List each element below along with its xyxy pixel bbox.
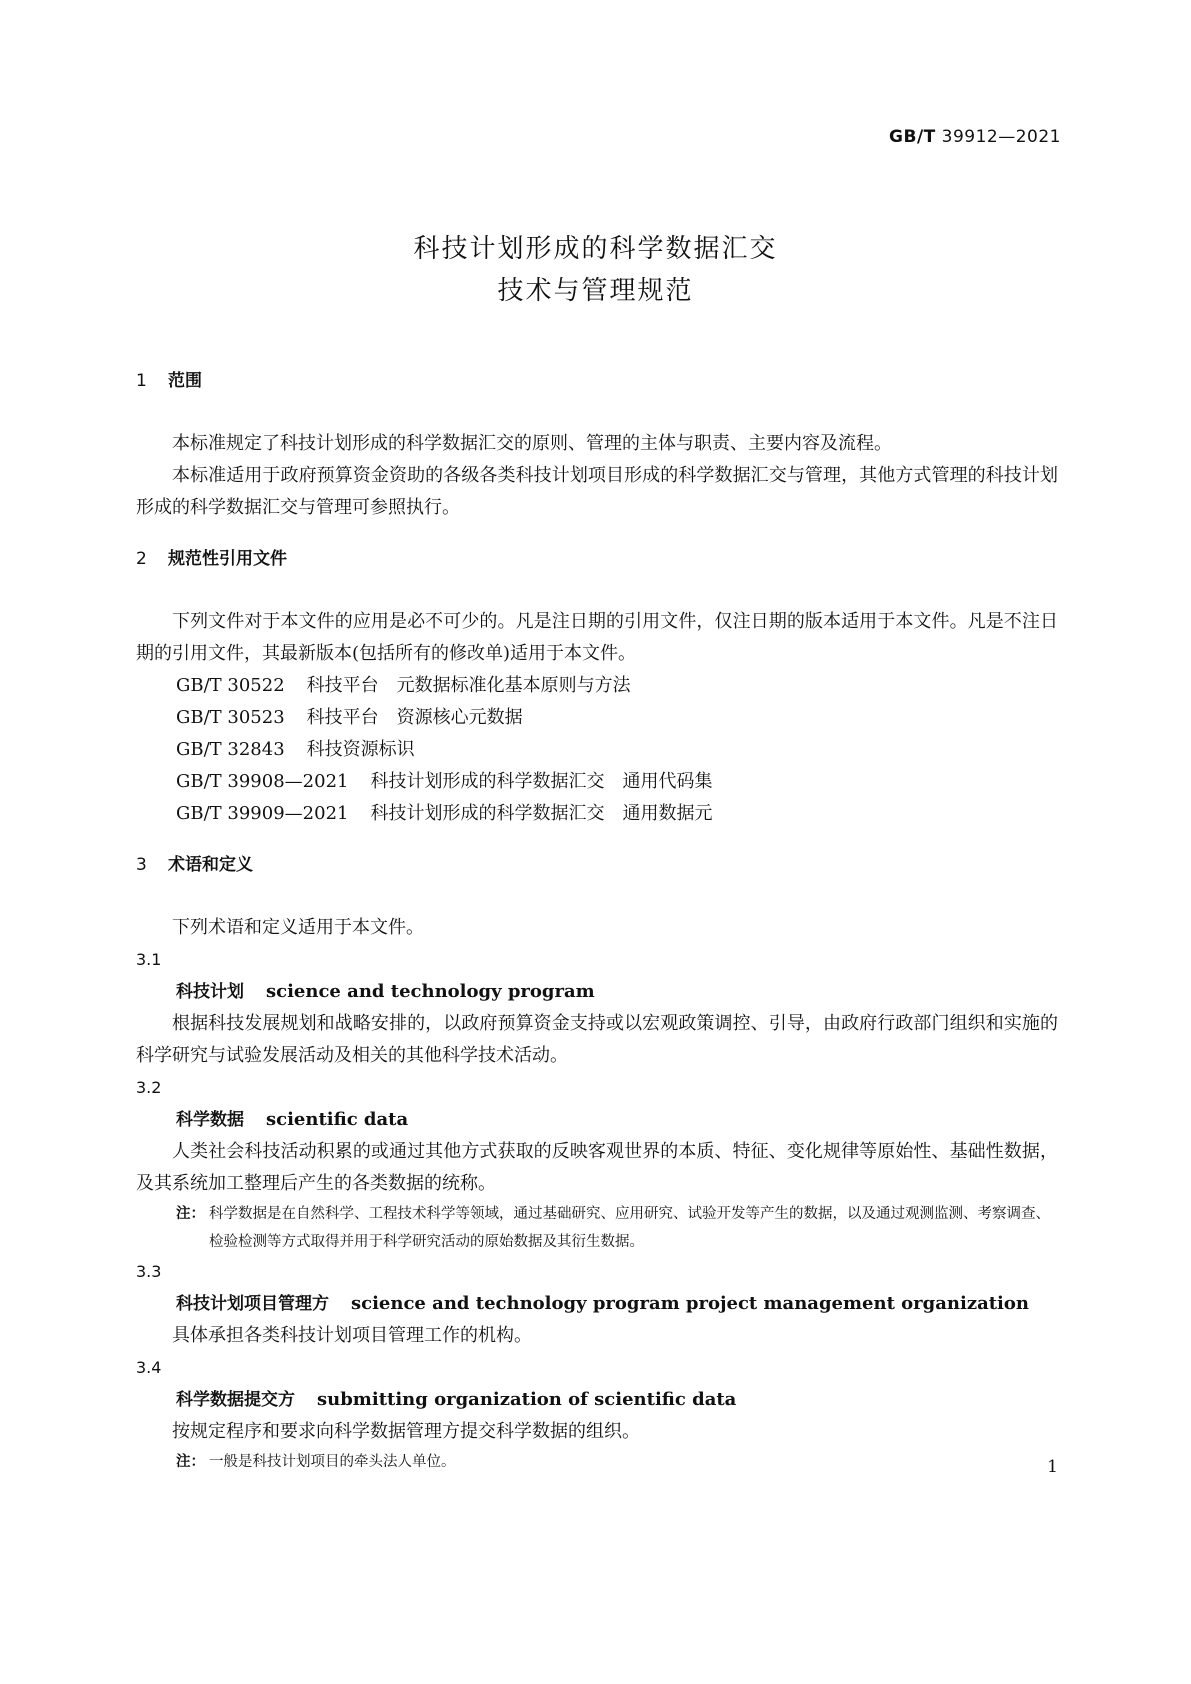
term-chinese: 科技计划 xyxy=(176,982,244,1002)
title-line-1: 科技计划形成的科学数据汇交 xyxy=(413,234,778,264)
term-english: submitting organization of scientific data xyxy=(317,1389,737,1410)
reference-item xyxy=(136,670,1058,702)
term-number: 3.3 xyxy=(136,1262,162,1281)
page-number: 1 xyxy=(1047,1457,1058,1477)
term-title xyxy=(136,1104,1058,1136)
note-label: 注： xyxy=(176,1454,205,1470)
term-definition: 具体承担各类科技计划项目管理工作的机构。 xyxy=(172,1325,532,1346)
standard-code: 39912—2021 xyxy=(941,127,1061,147)
reference-code: GB/T 30522 xyxy=(176,675,285,696)
section-title: 术语和定义 xyxy=(168,855,253,875)
section-title: 规范性引用文件 xyxy=(168,549,287,569)
term-english: science and technology program xyxy=(266,981,595,1002)
title-line-2: 技术与管理规范 xyxy=(497,276,694,306)
reference-item xyxy=(136,702,1058,734)
note-text: 科学数据是在自然科学、工程技术科学等领域，通过基础研究、应用研究、试验开发等产生的数据，以及通过观测监测、考察调查、检验检测等方式取得并用于科学研究活动的原始数据及其衍生数据。 xyxy=(209,1206,1050,1250)
term-english: scientific data xyxy=(266,1109,409,1130)
term-number: 3.2 xyxy=(136,1078,162,1097)
section-1-heading xyxy=(136,368,1058,394)
reference-code: GB/T 39909—2021 xyxy=(176,803,349,824)
term-chinese: 科学数据 xyxy=(176,1110,244,1130)
term-english: science and technology program project management organization xyxy=(351,1293,1029,1314)
document-body xyxy=(136,368,1058,1476)
reference-item xyxy=(136,766,1058,798)
reference-title: 科技平台 元数据标准化基本原则与方法 xyxy=(306,675,631,696)
note-text: 一般是科技计划项目的牵头法人单位。 xyxy=(209,1454,456,1470)
term-title xyxy=(136,976,1058,1008)
reference-title: 科技计划形成的科学数据汇交 通用数据元 xyxy=(370,803,713,824)
scope-paragraph-2: 本标准适用于政府预算资金资助的各级各类科技计划项目形成的科学数据汇交与管理，其他方式管理的科技计划形成的科学数据汇交与管理可参照执行。 xyxy=(136,465,1058,518)
section-number: 2 xyxy=(136,549,147,569)
section-3-heading xyxy=(136,852,1058,878)
reference-title: 科技平台 资源核心元数据 xyxy=(306,707,523,728)
term-title xyxy=(136,1288,1058,1320)
reference-title: 科技资源标识 xyxy=(306,739,415,760)
standard-prefix: GB/T xyxy=(889,127,936,147)
note-label: 注： xyxy=(176,1206,205,1222)
section-number: 3 xyxy=(136,855,147,875)
term-number: 3.1 xyxy=(136,950,162,969)
reference-code: GB/T 30523 xyxy=(176,707,285,728)
references-intro: 下列文件对于本文件的应用是必不可少的。凡是注日期的引用文件，仅注日期的版本适用于本文件。凡是不注日期的引用文件，其最新版本(包括所有的修改单)适用于本文件。 xyxy=(136,611,1058,664)
terms-intro: 下列术语和定义适用于本文件。 xyxy=(172,917,424,938)
reference-item xyxy=(136,734,1058,766)
term-title xyxy=(136,1384,1058,1416)
reference-title: 科技计划形成的科学数据汇交 通用代码集 xyxy=(370,771,713,792)
section-2-heading xyxy=(136,546,1058,572)
section-title: 范围 xyxy=(168,371,202,391)
term-chinese: 科技计划项目管理方 xyxy=(176,1294,329,1314)
reference-item xyxy=(136,798,1058,830)
reference-code: GB/T 32843 xyxy=(176,739,285,760)
term-note xyxy=(136,1200,1058,1256)
scope-paragraph-1: 本标准规定了科技计划形成的科学数据汇交的原则、管理的主体与职责、主要内容及流程。 xyxy=(172,433,892,454)
section-number: 1 xyxy=(136,371,147,391)
term-definition: 按规定程序和要求向科学数据管理方提交科学数据的组织。 xyxy=(172,1421,640,1442)
standard-number xyxy=(889,127,1061,147)
term-number: 3.4 xyxy=(136,1358,162,1377)
term-chinese: 科学数据提交方 xyxy=(176,1390,295,1410)
document-title xyxy=(0,228,1191,312)
term-definition: 人类社会科技活动积累的或通过其他方式获取的反映客观世界的本质、特征、变化规律等原始性、基础性数据，及其系统加工整理后产生的各类数据的统称。 xyxy=(136,1141,1058,1194)
term-definition: 根据科技发展规划和战略安排的，以政府预算资金支持或以宏观政策调控、引导，由政府行政部门组织和实施的科学研究与试验发展活动及相关的其他科学技术活动。 xyxy=(136,1013,1058,1066)
reference-code: GB/T 39908—2021 xyxy=(176,771,349,792)
term-note xyxy=(136,1448,1058,1476)
